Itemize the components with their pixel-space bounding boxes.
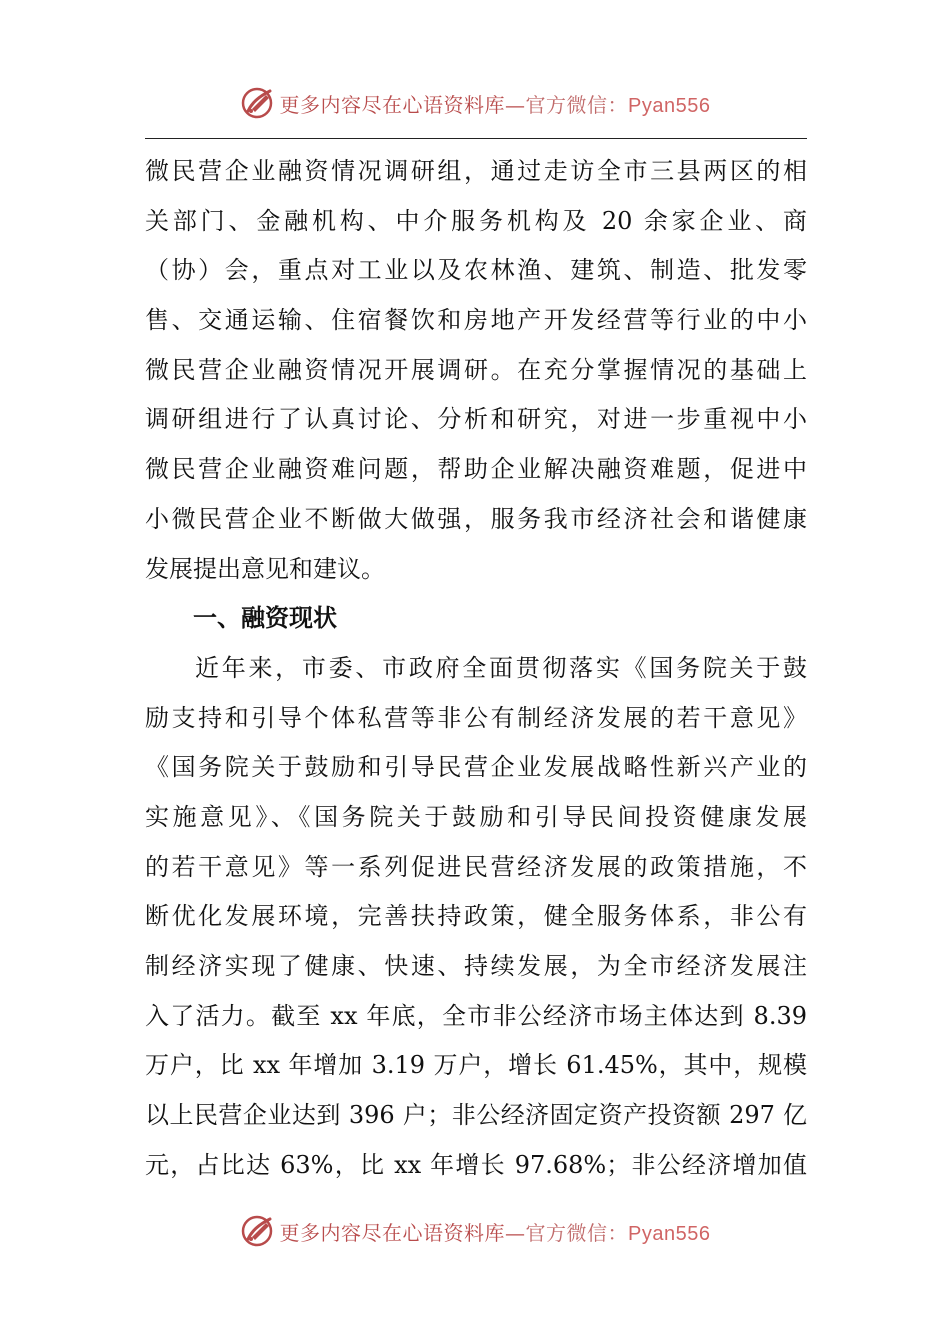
banner-dash: — bbox=[505, 92, 526, 117]
text-line: 励支持和引导个体私营等非公有制经济发展的若干意见》 bbox=[145, 703, 807, 732]
header-banner bbox=[0, 83, 950, 123]
section-heading: 一、融资现状 bbox=[193, 604, 337, 633]
banner-site-text: 更多内容尽在心语资料库 bbox=[279, 1220, 506, 1245]
text-line: 调研组进行了认真讨论、分析和研究，对进一步重视中小 bbox=[145, 405, 807, 434]
banner-site-text: 更多内容尽在心语资料库 bbox=[279, 92, 506, 117]
banner-wechat-id: Pyan556 bbox=[628, 94, 711, 117]
text-line: 微民营企业融资难问题，帮助企业解决融资难题，促进中 bbox=[145, 455, 807, 484]
banner-wechat-id: Pyan556 bbox=[628, 1222, 711, 1245]
text-line: 断优化发展环境，完善扶持政策，健全服务体系，非公有 bbox=[145, 902, 807, 931]
text-line: 实施意见》、《国务院关于鼓励和引导民间投资健康发展 bbox=[145, 802, 807, 831]
paragraph-financing-status bbox=[145, 644, 807, 1191]
document-body bbox=[145, 147, 807, 1190]
text-line: 关部门、金融机构、中介服务机构及 20 余家企业、商 bbox=[145, 206, 807, 235]
text-line: 微民营企业融资情况调研组，通过走访全市三县两区的相 bbox=[145, 157, 807, 185]
text-line: 以上民营企业达到 396 户；非公经济固定资产投资额 297 亿 bbox=[145, 1101, 807, 1130]
banner-label: 官方微信： bbox=[525, 92, 629, 117]
text-line: 的若干意见》等一系列促进民营经济发展的政策措施，不 bbox=[145, 852, 807, 881]
pen-logo-icon bbox=[240, 85, 276, 121]
header-divider bbox=[145, 138, 807, 139]
text-line: 发展提出意见和建议。 bbox=[145, 554, 385, 583]
text-line: 微民营企业融资情况开展调研。在充分掌握情况的基础上 bbox=[145, 355, 807, 384]
paragraph-continued bbox=[145, 147, 807, 594]
text-line: （协）会，重点对工业以及农林渔、建筑、制造、批发零 bbox=[145, 256, 807, 285]
text-line: 元，占比达 63%，比 xx 年增长 97.68%；非公经济增加值 bbox=[145, 1150, 807, 1179]
footer-banner bbox=[0, 1211, 950, 1251]
text-line: 入了活力。截至 xx 年底，全市非公经济市场主体达到 8.39 bbox=[145, 1001, 807, 1030]
text-line: 近年来，市委、市政府全面贯彻落实《国务院关于鼓 bbox=[195, 653, 807, 682]
text-line: 制经济实现了健康、快速、持续发展，为全市经济发展注 bbox=[145, 952, 807, 980]
banner-label: 官方微信： bbox=[525, 1220, 629, 1245]
banner-text bbox=[280, 89, 711, 118]
text-line: 《国务院关于鼓励和引导民营企业发展战略性新兴产业的 bbox=[145, 753, 807, 782]
text-line: 万户，比 xx 年增加 3.19 万户，增长 61.45%，其中，规模 bbox=[145, 1051, 807, 1080]
pen-logo-icon bbox=[240, 1213, 276, 1249]
banner-dash: — bbox=[505, 1220, 526, 1245]
text-line: 小微民营企业不断做大做强，服务我市经济社会和谐健康 bbox=[145, 504, 807, 533]
banner-text bbox=[280, 1217, 711, 1246]
text-line: 售、交通运输、住宿餐饮和房地产开发经营等行业的中小 bbox=[145, 306, 807, 335]
